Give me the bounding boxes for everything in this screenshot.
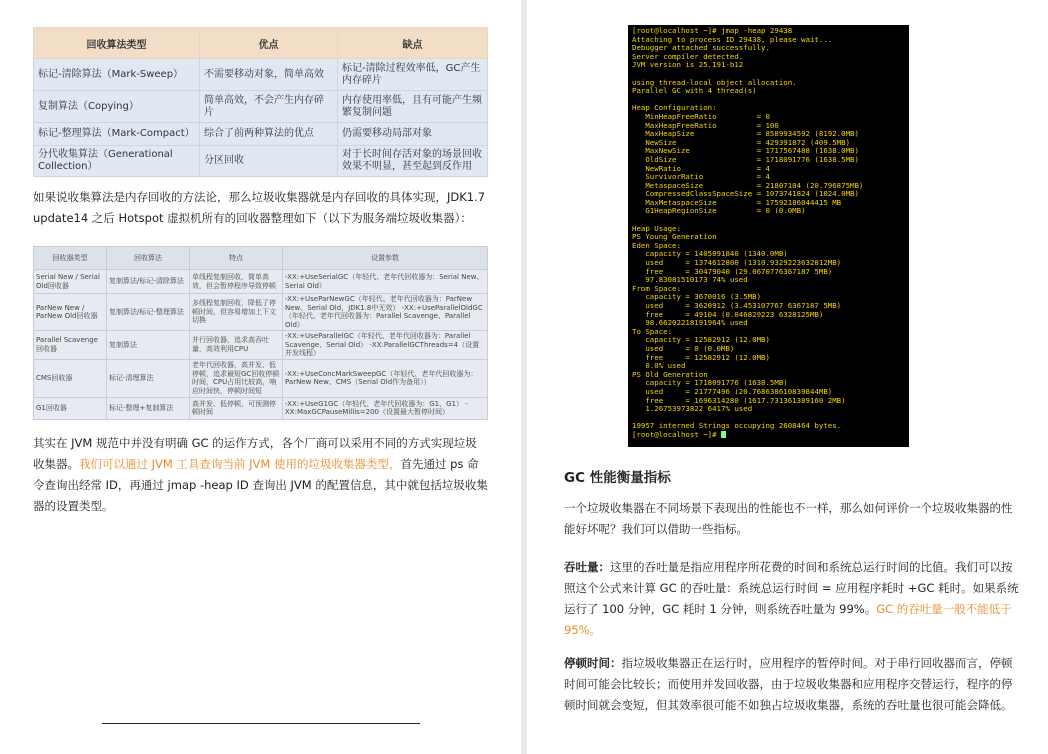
terminal-line: PS Young Generation xyxy=(632,232,717,242)
terminal-line: 1.26753973822 6417% used xyxy=(632,404,753,414)
table-cell: 复制算法 xyxy=(107,331,190,360)
terminal-line: Attaching to process ID 29438, please wait... xyxy=(632,34,833,44)
terminal-line: capacity = 12582912 (12.0MB) xyxy=(632,335,770,345)
table-header: 优点 xyxy=(200,28,338,59)
table-cell: 标记-清除算法（Mark-Sweep） xyxy=(34,59,200,91)
terminal-line: Debugger attached successfully. xyxy=(632,43,770,53)
table-cell: 标记-清理算法 xyxy=(107,359,190,397)
table-cell: CMS回收器 xyxy=(34,359,107,397)
table-row xyxy=(34,359,488,397)
pause-paragraph xyxy=(564,653,1020,716)
throughput-highlight: GC 的吞吐量一般不能低于 95%。 xyxy=(564,602,1012,637)
terminal-line: MaxNewSize = 1717567488 (1638.0MB) xyxy=(632,146,859,156)
terminal-line: NewSize = 429391872 (409.5MB) xyxy=(632,137,851,147)
terminal-line: used = 1374612800 (1310.9329223632812MB) xyxy=(632,258,842,268)
terminal-line: MaxHeapFreeRatio = 100 xyxy=(632,120,779,130)
terminal-line: OldSize = 1718091776 (1638.5MB) xyxy=(632,154,859,164)
throughput-text: 这里的吞吐量是指应用程序所花费的时间和系统总运行时间的比值。我们可以按照这个公式来计算 GC 的吞吐量：系统总运行时间 = 应用程序耗时 +GC 耗时。如果系统运行了 100 分钟，GC 耗时 1 分钟，则系统吞吐量为 99%。 xyxy=(564,560,1019,616)
terminal-line: MinHeapFreeRatio = 0 xyxy=(632,111,770,121)
terminal-line: Parallel GC with 4 thread(s) xyxy=(632,86,757,96)
table-row xyxy=(34,397,488,419)
table-header: 回收器类型 xyxy=(34,247,107,270)
pause-label: 停顿时间： xyxy=(564,656,622,670)
table-cell: -XX:+UseParallelGC（年轻代、老年代回收器为：Parallel Scavenge、Serial Old） -XX:ParallelGCThreads=4（设置并发线程） xyxy=(283,331,488,360)
table-cell: Serial New / Serial Old回收器 xyxy=(34,270,107,294)
terminal-line: 98.66202218191964% used xyxy=(632,318,748,328)
jvm-paragraph-text: 其实在 JVM 规范中并没有明确 GC 的运作方式，各个厂商可以采用不同的方式实现垃圾收集器。 xyxy=(33,436,477,471)
table-cell: 内存使用率低，且有可能产生频繁复制问题 xyxy=(338,91,488,123)
table-header: 缺点 xyxy=(338,28,488,59)
gc-intro-paragraph: 一个垃圾收集器在不同场景下表现出的性能也不一样，那么如何评价一个垃圾收集器的性能好坏呢？我们可以借助一些指标。 xyxy=(564,501,1013,536)
table-cell: 复制算法/标记-整理算法 xyxy=(107,294,190,331)
jvm-paragraph-text-end: 首先通过 ps 命令查询出经常 ID，再通过 jmap -heap ID 查询出 JVM 的配置信息，其中就包括垃圾收集器的设置类型。 xyxy=(33,457,488,513)
terminal-screenshot xyxy=(628,25,909,447)
terminal-line: PS Old Generation xyxy=(632,369,708,379)
table-header: 回收算法类型 xyxy=(34,28,200,59)
terminal-line: Server compiler detected. xyxy=(632,51,744,61)
table-cell: 复制算法/标记-清除算法 xyxy=(107,270,190,294)
table-row xyxy=(34,123,488,146)
throughput-paragraph xyxy=(564,557,1020,641)
table-cell: -XX:+UseParNewGC（年轻代、老年代回收器为：ParNew New、Serial Old，JDK1.8中无效） -XX:+UseParallelOldGC（年轻代、老年代回收器为：Parallel Scavenge、Parallel Old） xyxy=(283,294,488,331)
table-row xyxy=(34,59,488,91)
terminal-line: free = 49104 (0.046829223 6328125MB) xyxy=(632,309,824,319)
table-cell: 分区回收 xyxy=(200,146,338,177)
jvm-paragraph xyxy=(33,433,488,517)
table-row xyxy=(34,294,488,331)
table-header: 设置参数 xyxy=(283,247,488,270)
terminal-line: capacity = 3670016 (3.5MB) xyxy=(632,292,762,302)
terminal-line: 0.0% used xyxy=(632,361,686,371)
terminal-line: free = 1696314280 (1617.731361389160 2MB) xyxy=(632,395,846,405)
terminal-line: free = 12582912 (12.0MB) xyxy=(632,352,770,362)
table-cell: 标记-整理+复制算法 xyxy=(107,397,190,419)
footnote-divider xyxy=(102,723,420,724)
table-cell: 综合了前两种算法的优点 xyxy=(200,123,338,146)
terminal-line: MetaspaceSize = 21807104 (20.796875MB) xyxy=(632,180,864,190)
table-cell: -XX:+UseG1GC（年轻代、老年代回收器为：G1、G1） -XX:MaxGCPauseMillis=200（设置最大暂停时间） xyxy=(283,397,488,419)
terminal-line: 19957 interned Strings occupying 2608464 bytes. xyxy=(632,421,842,431)
table-header: 回收算法 xyxy=(107,247,190,270)
table-row xyxy=(34,91,488,123)
table-cell: 高并发、低停顿，可预测停顿时间 xyxy=(190,397,283,419)
throughput-label: 吞吐量： xyxy=(564,560,610,574)
table-cell: 标记-清除过程效率低，GC产生内存碎片 xyxy=(338,59,488,91)
pause-text: 指垃圾收集器正在运行时，应用程序的暂停时间。对于串行回收器而言，停顿时间可能会比较长；而使用并发回收器，由于垃圾收集器和应用程序交替运行，程序的停顿时间就会变短，但其效率很可能不如独占垃圾收集器，系统的吞吐量也很可能会降低。 xyxy=(564,656,1013,712)
table-cell: G1回收器 xyxy=(34,397,107,419)
terminal-line: G1HeapRegionSize = 0 (0.0MB) xyxy=(632,206,806,216)
terminal-line: capacity = 1718091776 (1638.5MB) xyxy=(632,378,788,388)
table-header: 特点 xyxy=(190,247,283,270)
terminal-line: 97.83081510173 74% used xyxy=(632,275,748,285)
terminal-line: Eden Space: xyxy=(632,240,681,250)
terminal-line: [root@localhost ~]# xyxy=(632,431,905,440)
table-cell: Parallel Scavenge回收器 xyxy=(34,331,107,360)
terminal-line: MaxHeapSize = 8589934592 (8192.0MB) xyxy=(632,129,859,139)
garbage-collector-table xyxy=(33,246,488,420)
terminal-line: To Space: xyxy=(632,326,673,336)
table-cell: 复制算法（Copying） xyxy=(34,91,200,123)
terminal-line: [root@localhost ~]# jmap -heap 29438 xyxy=(632,26,793,35)
table-cell: 对于长时间存活对象的场景回收效果不明显，甚至起到反作用 xyxy=(338,146,488,177)
table-row xyxy=(34,331,488,360)
table-cell: 并行回收器，追求高吞吐量，高效利用CPU xyxy=(190,331,283,360)
terminal-line: CompressedClassSpaceSize = 1073741824 (1024.0MB) xyxy=(632,189,859,199)
left-page xyxy=(0,0,521,754)
terminal-line: free = 30479040 (29.0670776367187 5MB) xyxy=(632,266,833,276)
table-cell: ParNew New / ParNew Old回收器 xyxy=(34,294,107,331)
terminal-line: SurvivorRatio = 4 xyxy=(632,172,770,182)
table-cell: -XX:+UseConcMarkSweepGC（年轻代、老年代回收器为：ParNew New、CMS（Serial Old作为备用）） xyxy=(283,359,488,397)
table-cell: 不需要移动对象，简单高效 xyxy=(200,59,338,91)
table-cell: 多线程复制回收，降低了停顿时间，但容易增加上下文切换 xyxy=(190,294,283,331)
terminal-line: JVM version is 25.191-b12 xyxy=(632,60,744,70)
terminal-line: used = 3620912 (3.453107767 6367187 5MB) xyxy=(632,301,842,310)
table-cell: 标记-整理算法（Mark-Compact） xyxy=(34,123,200,146)
terminal-line: NewRatio = 4 xyxy=(632,163,770,173)
terminal-line: Heap Configuration: xyxy=(632,103,717,113)
terminal-cursor xyxy=(721,431,726,438)
table-cell: 单线程复制回收，简单高效，但会暂停程序导致停顿 xyxy=(190,270,283,294)
terminal-line: used = 21777496 (20.768638610839844MB) xyxy=(632,386,833,396)
table-cell: 分代收集算法（Generational Collection） xyxy=(34,146,200,177)
terminal-line: From Space: xyxy=(632,283,681,293)
table-cell: 老年代回收器，高并发、低停顿，追求最短GC回收停顿时间，CPU占用比较高，响应时间快，停顿时间短 xyxy=(190,359,283,397)
terminal-line: using thread-local object allocation. xyxy=(632,77,797,87)
intro-paragraph: 如果说收集算法是内存回收的方法论，那么垃圾收集器就是内存回收的具体实现，JDK1.7 update14 之后 Hotspot 虚拟机所有的回收器整理如下（以下为服务端垃圾收集器）： xyxy=(33,190,486,225)
table-row xyxy=(34,146,488,177)
section-heading: GC 性能衡量指标 xyxy=(564,470,671,486)
gc-algorithm-table xyxy=(33,27,488,177)
terminal-line: used = 0 (0.0MB) xyxy=(632,343,735,353)
table-cell: 简单高效，不会产生内存碎片 xyxy=(200,91,338,123)
table-cell: -XX:+UseSerialGC（年轻代、老年代回收器为：Serial New、Serial Old） xyxy=(283,270,488,294)
jvm-paragraph-highlight: 我们可以通过 JVM 工具查询当前 JVM 使用的垃圾收集器类型， xyxy=(79,457,401,471)
terminal-line: MaxMetaspaceSize = 17592186044415 MB xyxy=(632,197,842,207)
table-cell: 仍需要移动局部对象 xyxy=(338,123,488,146)
terminal-line: Heap Usage: xyxy=(632,223,681,233)
terminal-line: capacity = 1405091840 (1340.0MB) xyxy=(632,249,788,259)
table-row xyxy=(34,270,488,294)
